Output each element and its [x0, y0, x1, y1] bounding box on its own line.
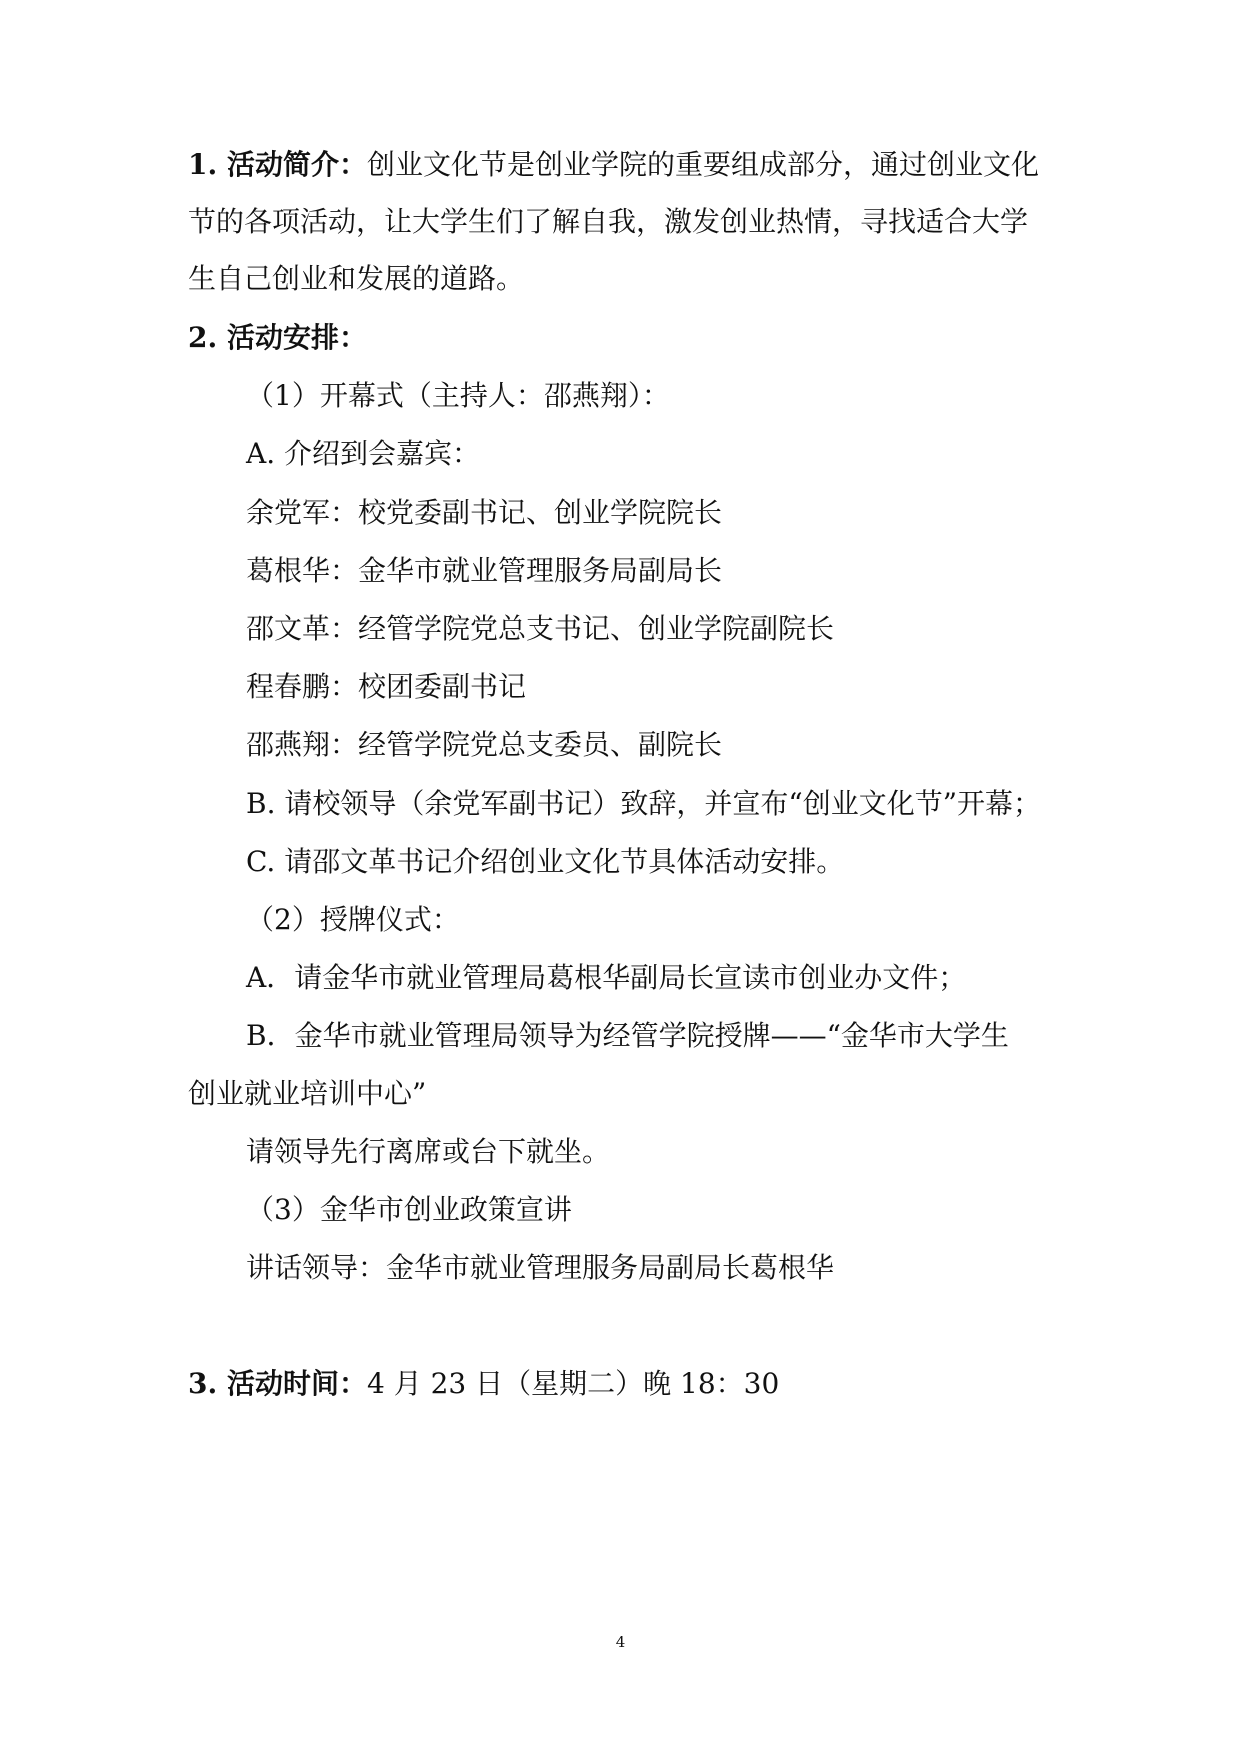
time-value: 4 月 23 日（星期二）晚 18：30 [366, 1367, 780, 1400]
guest-line: 余党军：校党委副书记、创业学院院长 [246, 496, 723, 529]
opening-item-b: B. 请校领导（余党军副书记）致辞，并宣布“创业文化节”开幕； [246, 787, 1042, 820]
opening-item-c: C. 请邵文革书记介绍创业文化节具体活动安排。 [246, 845, 845, 878]
time-heading: 3. 活动时间： [188, 1367, 367, 1400]
award-item-b-line-1: B．金华市就业管理局领导为经管学院授牌——“金华市大学生 [246, 1019, 1009, 1052]
guest-line: 邵文革：经管学院党总支书记、创业学院副院长 [246, 612, 835, 645]
intro-line-1 [188, 145, 1039, 185]
arrangement-heading: 2. 活动安排： [188, 321, 367, 354]
award-note: 请领导先行离席或台下就坐。 [246, 1135, 611, 1168]
guest-line: 葛根华：金华市就业管理服务局副局长 [246, 554, 723, 587]
intro-guests-label: A. 介绍到会嘉宾： [246, 437, 481, 470]
intro-line-3: 生自己创业和发展的道路。 [188, 262, 525, 295]
guest-line: 程春鹏：校团委副书记 [246, 670, 527, 703]
guest-line: 邵燕翔：经管学院党总支委员、副院长 [246, 728, 723, 761]
award-title: （2）授牌仪式： [246, 903, 460, 936]
policy-speaker: 讲话领导：金华市就业管理服务局副局长葛根华 [246, 1251, 835, 1284]
opening-title: （1）开幕式（主持人：邵燕翔）： [246, 379, 670, 412]
intro-heading: 1. 活动简介： [188, 148, 367, 181]
policy-title: （3）金华市创业政策宣讲 [246, 1193, 572, 1226]
intro-line-2: 节的各项活动，让大学生们了解自我，激发创业热情，寻找适合大学 [188, 205, 1029, 238]
award-item-a: A．请金华市就业管理局葛根华副局长宣读市创业办文件； [246, 961, 967, 994]
page-number: 4 [615, 1633, 626, 1651]
intro-text: 创业文化节是创业学院的重要组成部分，通过创业文化 [366, 148, 1039, 181]
award-item-b-line-2: 创业就业培训中心” [188, 1077, 427, 1110]
time-line [188, 1364, 779, 1404]
